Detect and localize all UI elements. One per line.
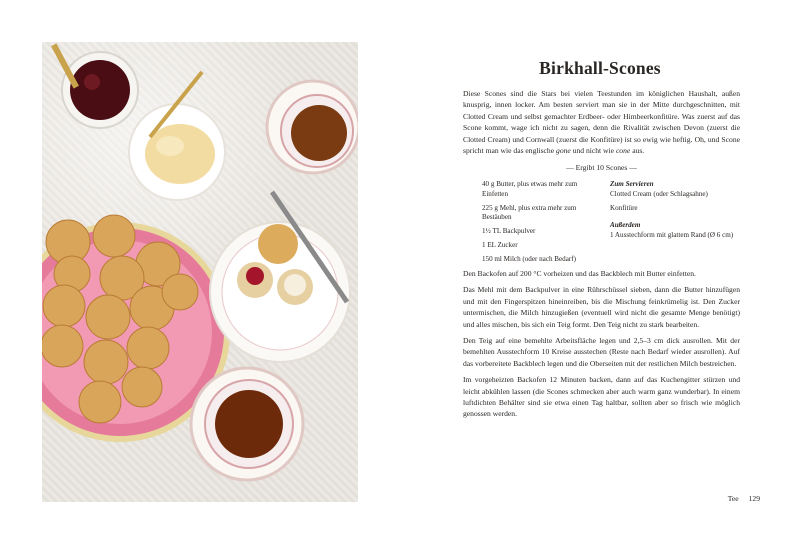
page-footer xyxy=(700,494,760,503)
jam-bowl xyxy=(51,43,138,128)
serving-list xyxy=(610,180,745,245)
intro-and-not: und nicht wie xyxy=(572,146,615,156)
extra-heading: Außerdem xyxy=(610,221,641,230)
method-step: Den Teig auf eine bemehlte Arbeitsfläche legen und 2,5–3 cm dick ausrollen. Mit der bemehlten Ausstechform 10 Kreise ausstechen (Reste nach Bedarf wieder ausrollen). Auf das vorbereitete Backblech legen und die Oberseiten mit der restlichen Milch bestreichen. xyxy=(463,336,740,368)
method-step: Den Backofen auf 200 °C vorheizen und das Backblech mit Butter einfetten. xyxy=(463,269,696,278)
recipe-method xyxy=(463,268,740,425)
serving-item: Clotted Cream (oder Schlagsahne) xyxy=(610,189,708,198)
serving-heading: Zum Servieren xyxy=(610,180,654,188)
method-step: Das Mehl mit dem Backpulver in eine Rührschüssel sieben, dann die Butter hinzufügen und mit den Fingerspitzen hineinreiben, bis die Mischung feinkrümelig ist. Den Zucker untermischen, die Milch hinzugießen (eventuell wird nicht die gesamte Menge benötigt) und alles mischen, bis sich ein Teig formt. Den Teig nicht zu stark bearbeiten. xyxy=(463,285,740,329)
page-number: 129 xyxy=(748,494,760,503)
intro-word-cone: cone xyxy=(615,146,631,156)
recipe-yield: — Ergibt 10 Scones — xyxy=(566,163,637,172)
ingredient-item: 225 g Mehl, plus extra mehr zum Bestäuben xyxy=(482,203,577,222)
extra-item: 1 Ausstechform mit glattem Rand (Ø 6 cm) xyxy=(610,231,734,240)
ingredient-item: 1 EL Zucker xyxy=(482,240,518,249)
recipe-title: Birkhall-Scones xyxy=(539,58,661,78)
recipe-photo xyxy=(42,42,358,502)
method-step: Im vorgeheizten Backofen 12 Minuten backen, dann auf das Kuchengitter stürzen und leicht abkühlen lassen (die Scones schmecken aber auch warm ganz wunderbar). In einem luftdichten Behälter sind sie etwa einen Tag haltbar, sollten aber so frisch wie möglich genossen werden. xyxy=(463,375,740,419)
ingredient-item: 1½ TL Backpulver xyxy=(482,227,536,236)
teacup-bottom xyxy=(191,368,303,480)
ingredients-list xyxy=(482,180,602,269)
recipe-intro xyxy=(463,88,740,156)
ingredient-item: 40 g Butter, plus etwas mehr zum Einfetten xyxy=(482,180,578,198)
clotted-cream-bowl xyxy=(129,72,225,200)
teacup-top xyxy=(267,81,358,173)
photo-illustration xyxy=(42,42,358,502)
section-name: Tee xyxy=(727,494,739,503)
scone-halves-plate xyxy=(210,192,350,362)
ingredient-item: 150 ml Milch (oder nach Bedarf) xyxy=(482,254,576,263)
intro-text: Diese Scones sind die Stars bei vielen Teestunden im königlichen Haushalt, außen knusprig, innen locker. Am besten serviert man sie in der Mitte durchgeschnitten, mit Clotted Cream und selbst gemachter Erdbeer- oder Himbeerkonfitüre. Was zuerst auf das Scone kommt, wage ich nicht zu sagen, denn die Rivalität zwischen Devon (zuerst die Clotted Cream) und Cornwall (zuerst die Konfitüre) ist so ewig wie heftig. Oh, und Scone spricht man wie das englische xyxy=(463,89,740,156)
serving-item: Konfitüre xyxy=(610,203,638,212)
intro-end: aus. xyxy=(632,146,645,156)
intro-word-gone: gone xyxy=(556,146,571,156)
